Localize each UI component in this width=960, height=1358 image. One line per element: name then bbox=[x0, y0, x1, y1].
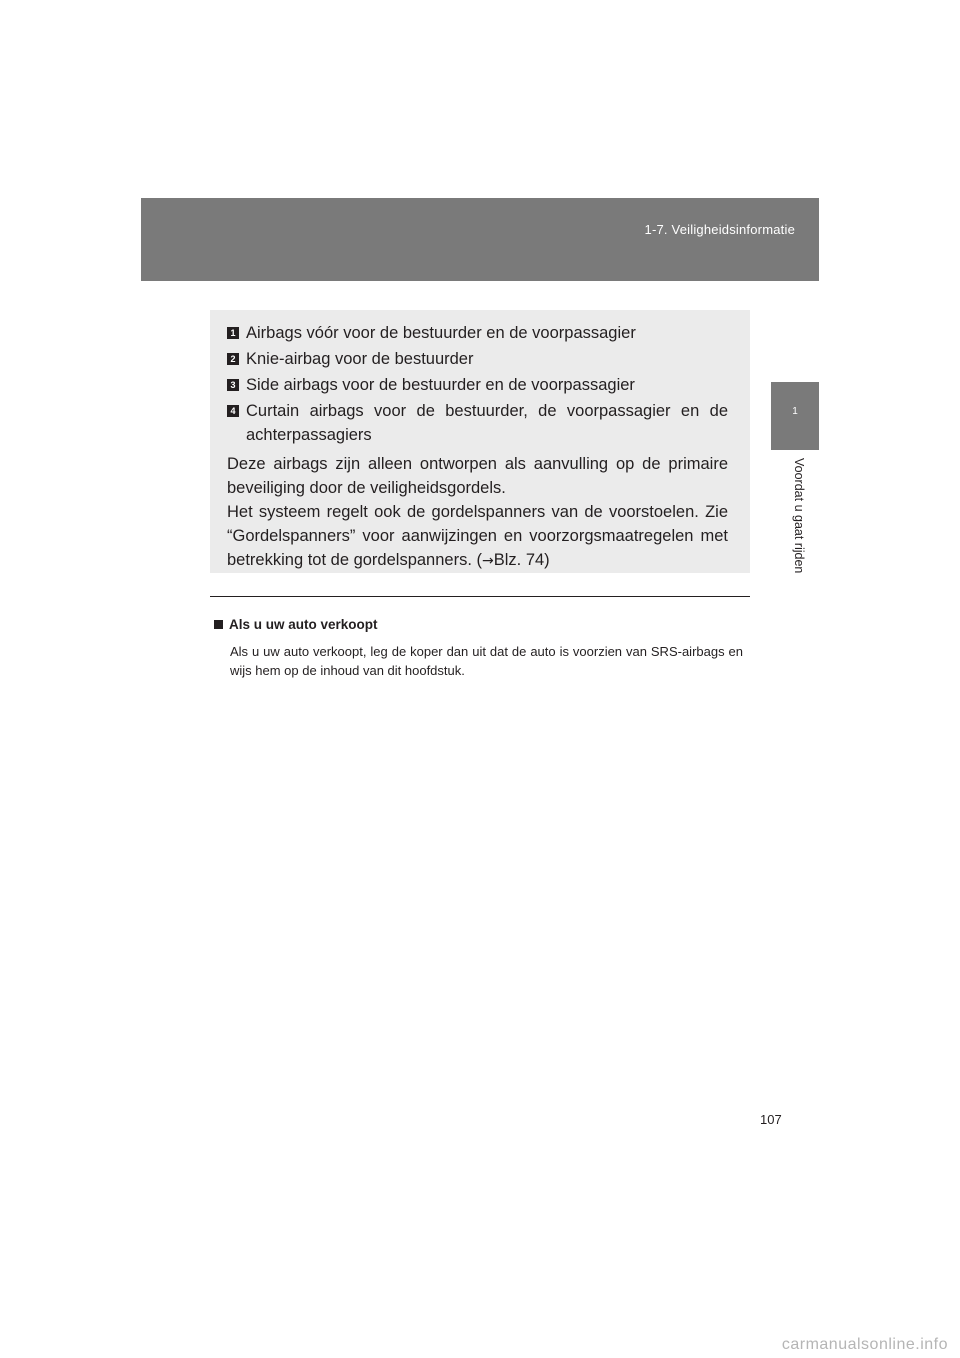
legend-item-text: Side airbags voor de bestuurder en de voorpassagier bbox=[246, 376, 635, 394]
paragraph-text: Het systeem regelt ook de gordelspanners van de voorstoelen. Zie “Gordelspanners” voor aanwijzingen en voorzorgsmaatregelen met betrekking tot de gordelspanners. ( bbox=[227, 503, 728, 569]
legend-item bbox=[227, 399, 728, 447]
note-body: Als u uw auto verkoopt, leg de koper dan uit dat de auto is voorzien van SRS-airbags en wijs hem op de inhoud van dit hoofdstuk. bbox=[230, 644, 743, 678]
square-bullet-icon bbox=[214, 620, 223, 629]
legend-item bbox=[227, 321, 728, 345]
number-1-icon: 1 bbox=[227, 327, 239, 339]
note-heading-text: Als u uw auto verkoopt bbox=[229, 617, 378, 632]
legend-item-text: Airbags vóór voor de bestuurder en de voorpassagier bbox=[246, 324, 636, 342]
section-title: 1-7. Veiligheidsinformatie bbox=[644, 222, 795, 237]
header-band bbox=[141, 198, 819, 281]
legend-item bbox=[227, 373, 728, 397]
number-2-icon: 2 bbox=[227, 353, 239, 365]
airbag-info-box bbox=[210, 310, 750, 573]
legend-item-text: Knie-airbag voor de bestuurder bbox=[246, 350, 474, 368]
page-reference-link[interactable]: Blz. 74) bbox=[493, 551, 550, 569]
divider bbox=[210, 596, 750, 597]
legend-item-text: Curtain airbags voor de bestuurder, de voorpassagier en de achterpassagiers bbox=[246, 402, 728, 444]
number-4-icon: 4 bbox=[227, 405, 239, 417]
chapter-label: Voordat u gaat rijden bbox=[792, 458, 806, 574]
watermark: carmanualsonline.info bbox=[781, 1336, 948, 1353]
note-section bbox=[214, 615, 743, 680]
info-paragraph-pretensioners bbox=[227, 500, 728, 573]
chapter-tab bbox=[771, 382, 819, 450]
note-heading bbox=[214, 615, 743, 635]
chapter-number: 1 bbox=[792, 406, 798, 417]
info-paragraph-primary: Deze airbags zijn alleen ontworpen als aanvulling op de primaire beveiliging door de veiligheidsgordels. bbox=[227, 455, 728, 497]
page-number: 107 bbox=[760, 1112, 782, 1127]
arrow-right-icon: → bbox=[482, 553, 494, 569]
number-3-icon: 3 bbox=[227, 379, 239, 391]
legend-item bbox=[227, 347, 728, 371]
